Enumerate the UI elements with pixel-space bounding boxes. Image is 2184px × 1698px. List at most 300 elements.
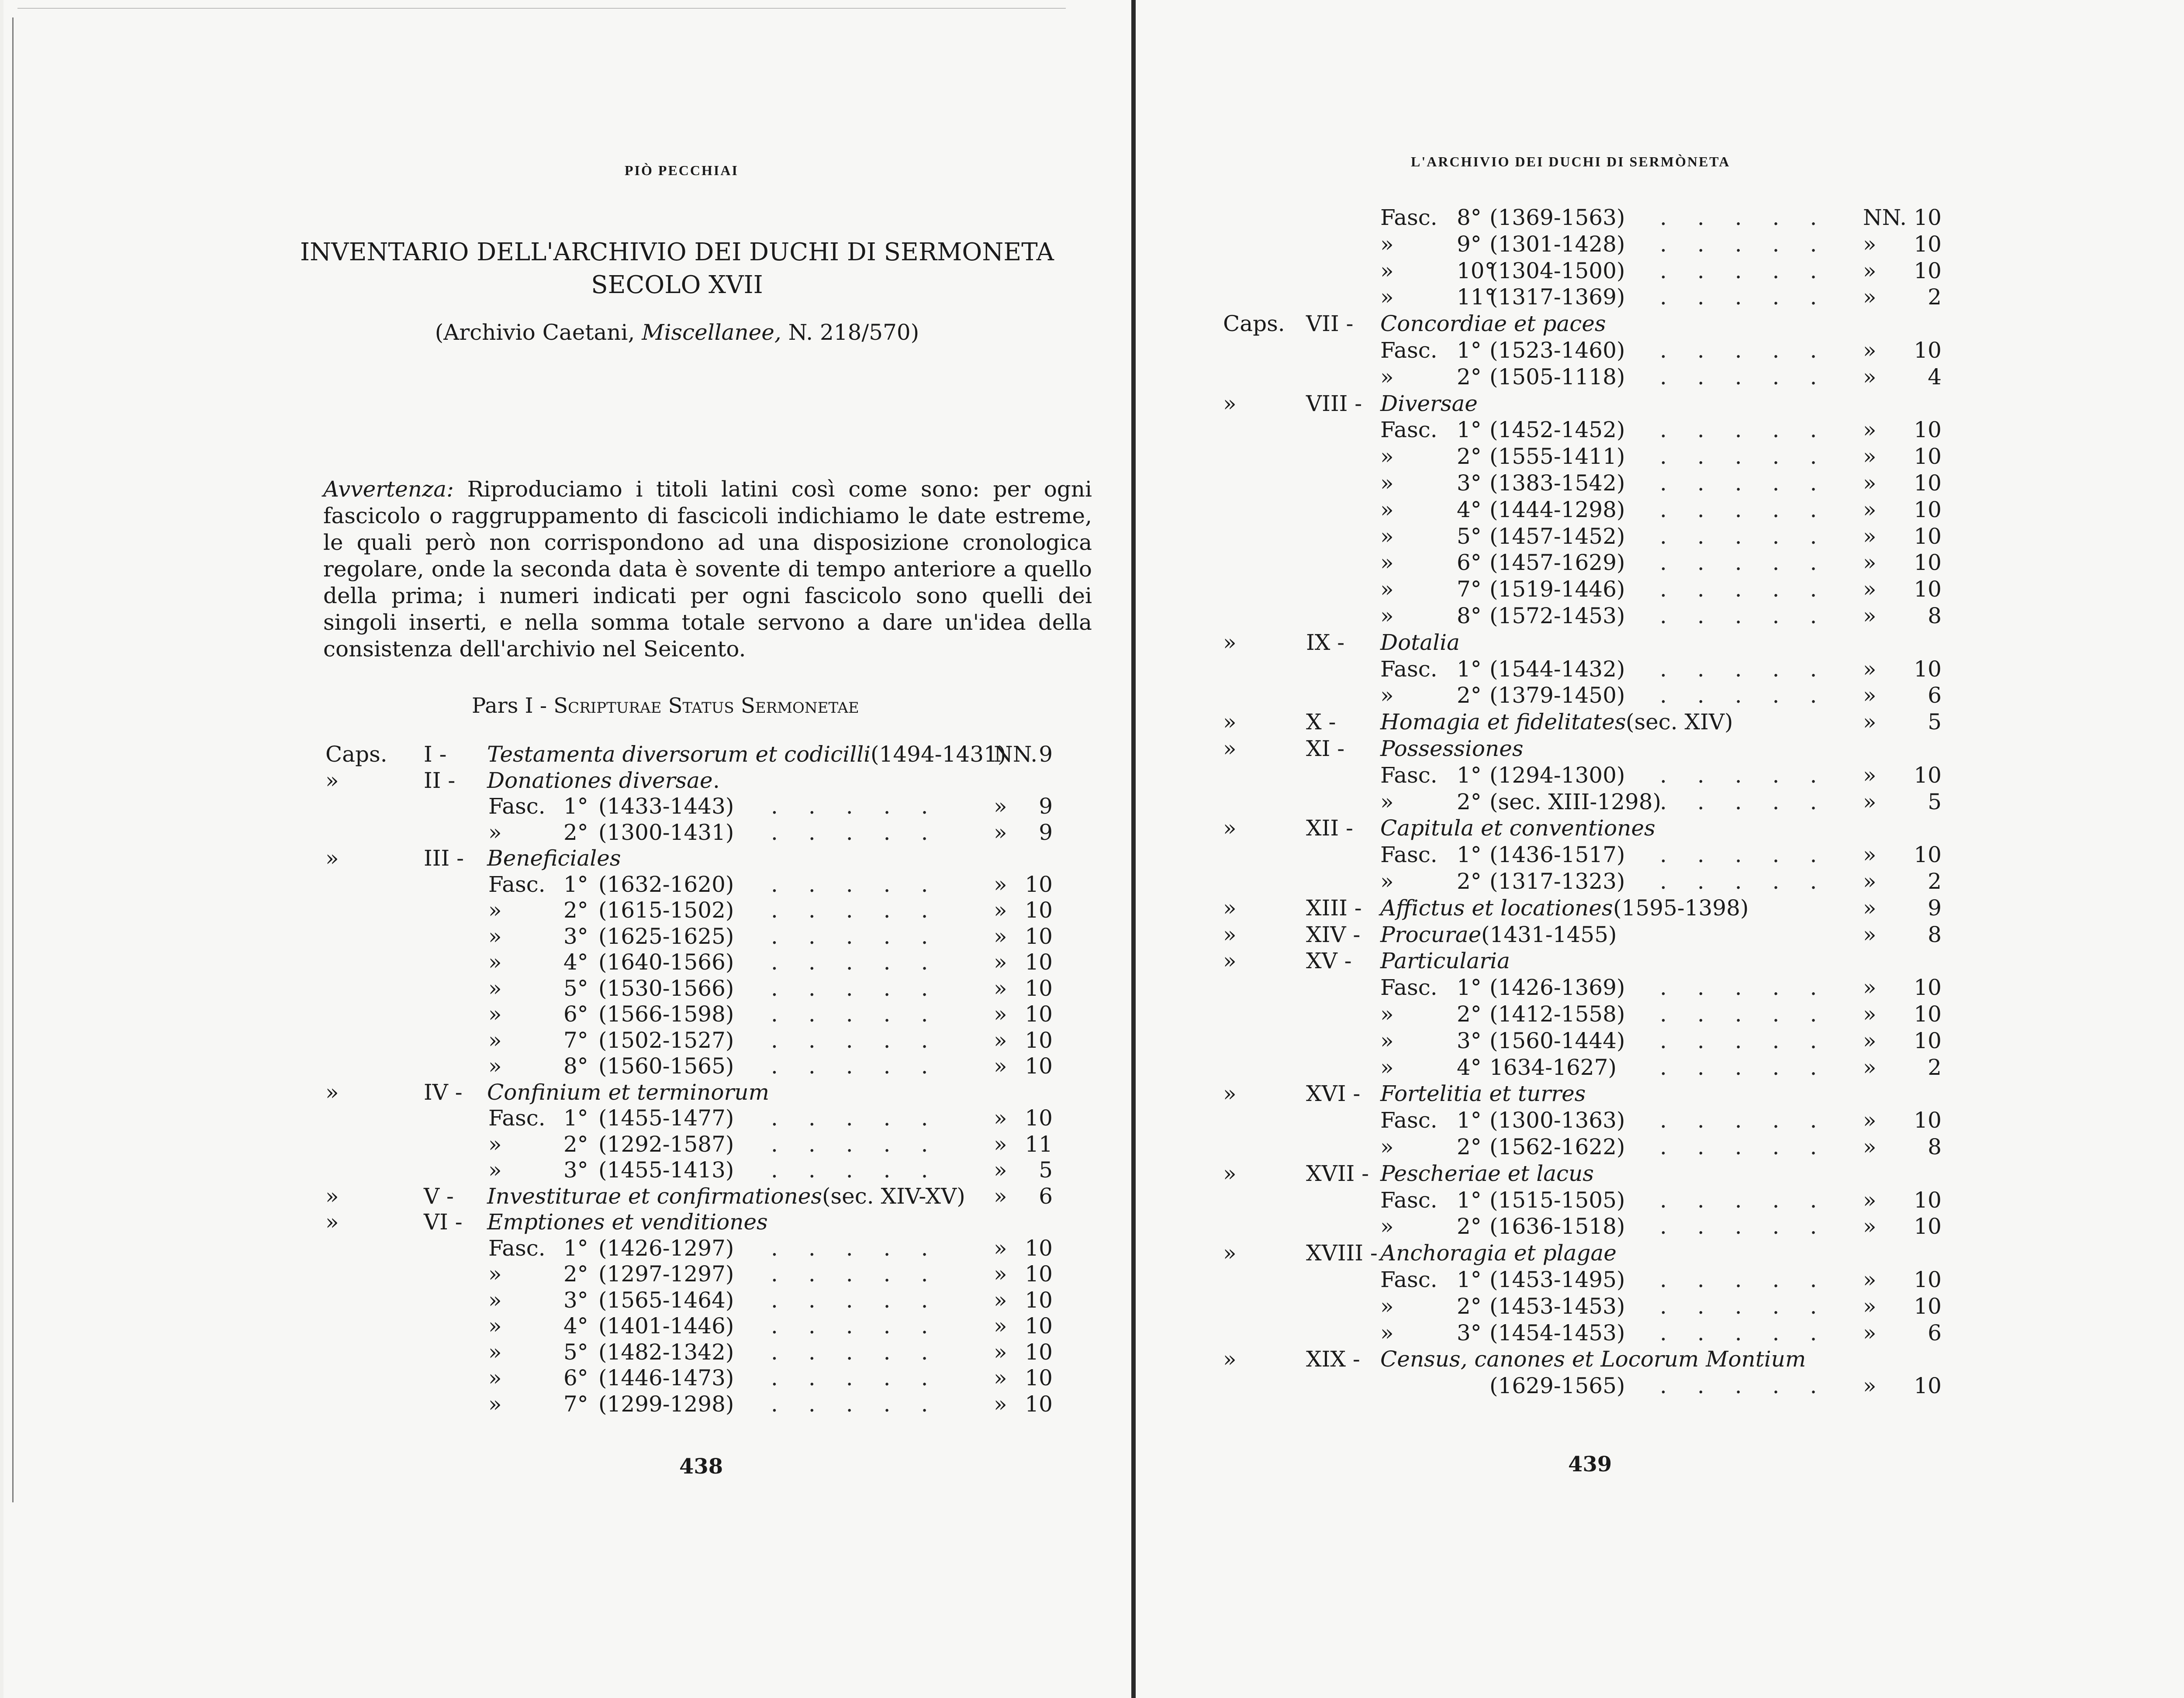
leader-dots: ..... <box>1660 1320 1848 1346</box>
fasc-ordinal: 2° <box>1457 789 1482 814</box>
count-value: 10 <box>1914 523 1942 549</box>
count-value: 10 <box>1025 1339 1053 1365</box>
leader-dots: ..... <box>1660 789 1848 814</box>
count-unit: » <box>994 1287 1007 1313</box>
fascicle-row <box>1136 603 1942 629</box>
count-unit: » <box>994 794 1007 819</box>
count-value: 6 <box>1928 1320 1942 1346</box>
fasc-label: Fasc. <box>488 871 546 897</box>
fasc-ordinal: 5° <box>563 975 588 1001</box>
capsule-row <box>1136 709 1942 735</box>
leader-dots: ..... <box>771 794 959 819</box>
fasc-ordinal: 1° <box>1457 1187 1482 1213</box>
fasc-ordinal: 2° <box>1457 444 1482 469</box>
fasc-dates: (sec. XIII-1298) <box>1489 789 1662 814</box>
leader-dots: ..... <box>771 897 959 923</box>
fasc-ordinal: 2° <box>563 1131 588 1157</box>
count-value: 10 <box>1914 550 1942 576</box>
fascicle-row <box>0 819 1053 846</box>
count-unit: » <box>1863 1214 1876 1239</box>
fasc-ordinal: 10° <box>1457 258 1496 283</box>
count-unit: NN. <box>994 742 1038 767</box>
right-page <box>1136 0 2184 1698</box>
count-value: 10 <box>1914 470 1942 496</box>
count-unit: » <box>994 1105 1007 1131</box>
capsule-row <box>1136 390 1942 417</box>
capsule-row <box>1136 311 1942 337</box>
leader-dots: ..... <box>771 1391 959 1417</box>
fasc-ordinal: 2° <box>563 1261 588 1287</box>
fascicle-row <box>1136 470 1942 496</box>
fasc-ordinal: 1° <box>563 1235 588 1261</box>
foreword-note <box>323 476 1092 663</box>
count-unit: » <box>1863 1001 1876 1027</box>
count-value: 10 <box>1025 1001 1053 1027</box>
fasc-ordinal: 1° <box>563 871 588 897</box>
fascicle-row <box>1136 1028 1942 1054</box>
leader-dots: ..... <box>1660 205 1848 230</box>
count-value: 10 <box>1914 338 1942 363</box>
fascicle-row <box>1136 1213 1942 1239</box>
book-gutter <box>1131 0 1136 1698</box>
fascicle-row <box>1136 549 1942 576</box>
count-unit: » <box>1863 1187 1876 1213</box>
document-subtitle: SECOLO XVII <box>591 271 763 299</box>
fasc-label: Fasc. <box>1380 417 1438 443</box>
fasc-label: Fasc. <box>1380 338 1438 363</box>
fascicle-row <box>1136 868 1942 894</box>
fascicle-row <box>1136 523 1942 549</box>
count-unit: » <box>1863 284 1876 310</box>
fascicle-row <box>0 923 1053 949</box>
count-value: 10 <box>1025 1053 1053 1079</box>
count-unit: » <box>994 1261 1007 1287</box>
count-unit: » <box>1863 417 1876 443</box>
count-unit: » <box>994 1157 1007 1183</box>
capsule-title: Beneficiales <box>487 846 621 871</box>
count-unit: » <box>994 1365 1007 1391</box>
fasc-ordinal: 11° <box>1457 284 1496 310</box>
capsule-row <box>0 845 1053 871</box>
fasc-dates: (1297-1297) <box>598 1261 734 1287</box>
count-value: 10 <box>1025 1105 1053 1131</box>
count-unit: » <box>1863 470 1876 496</box>
count-unit: » <box>1863 338 1876 363</box>
capsule-title: Dotalia <box>1380 629 1460 655</box>
fasc-label: Fasc. <box>488 1235 546 1261</box>
capsule-numeral: XIV - <box>1306 921 1361 947</box>
leader-dots: ..... <box>771 1105 959 1131</box>
leader-dots: ..... <box>1660 231 1848 257</box>
fascicle-row <box>1136 284 1942 310</box>
count-value: 9 <box>1039 742 1053 767</box>
count-value: 11 <box>1025 1131 1053 1157</box>
fasc-label: Fasc. <box>488 1105 546 1131</box>
fascicle-row <box>1136 1001 1942 1027</box>
count-value: 10 <box>1914 1028 1942 1053</box>
count-value: 4 <box>1928 364 1942 390</box>
count-unit: » <box>994 1391 1007 1417</box>
count-value: 10 <box>1914 1187 1942 1213</box>
fasc-dates: (1519-1446) <box>1489 576 1625 602</box>
fasc-dates: (1560-1444) <box>1489 1028 1625 1053</box>
source-post: N. 218/570) <box>781 320 919 345</box>
count-value: 10 <box>1025 1313 1053 1339</box>
fasc-label: Fasc. <box>1380 1108 1438 1133</box>
capsule-numeral: VIII - <box>1306 390 1362 416</box>
fascicle-row <box>1136 1107 1942 1133</box>
fascicle-row <box>0 1027 1053 1053</box>
fasc-ordinal: 3° <box>1457 470 1482 496</box>
count-value: 5 <box>1039 1157 1053 1183</box>
count-value: 10 <box>1914 576 1942 602</box>
fasc-dates: (1562-1622) <box>1489 1134 1625 1160</box>
leader-dots: ..... <box>1660 683 1848 708</box>
fasc-dates: (1317-1323) <box>1489 869 1625 894</box>
fasc-label: » <box>488 1027 502 1053</box>
running-head-left: PIÒ PECCHIAI <box>625 162 739 178</box>
count-unit: » <box>994 871 1007 897</box>
count-value: 8 <box>1928 921 1942 947</box>
count-value: 10 <box>1025 1235 1053 1261</box>
fasc-label: » <box>488 1053 502 1079</box>
fasc-dates: (1632-1620) <box>598 871 734 897</box>
leader-dots: ..... <box>771 1157 959 1183</box>
fasc-label: » <box>1380 869 1394 894</box>
fasc-label: » <box>488 1131 502 1157</box>
capsule-title: Particularia <box>1380 948 1510 974</box>
fascicle-row <box>0 1339 1053 1365</box>
count-value: 10 <box>1914 1001 1942 1027</box>
count-unit: » <box>994 897 1007 923</box>
fascicle-row <box>0 793 1053 819</box>
fasc-ordinal: 2° <box>1457 1001 1482 1027</box>
fasc-ordinal: 5° <box>1457 523 1482 549</box>
leader-dots: ..... <box>771 949 959 975</box>
fasc-label: Fasc. <box>1380 762 1438 788</box>
fasc-dates: (1566-1598) <box>598 1001 734 1027</box>
count-unit: » <box>1863 1108 1876 1133</box>
source-pre: (Archivio Caetani, <box>435 320 642 345</box>
capsule-title: Confinium et terminorum <box>487 1079 769 1105</box>
fascicle-row <box>0 949 1053 975</box>
capsule-row <box>1136 1346 1942 1372</box>
fasc-dates: (1299-1298) <box>598 1391 734 1417</box>
count-value: 9 <box>1928 895 1942 921</box>
count-value: 10 <box>1914 417 1942 443</box>
fasc-ordinal: 2° <box>1457 364 1482 390</box>
count-unit: » <box>1863 258 1876 283</box>
capsule-dates: . <box>713 767 720 793</box>
fascicle-row <box>1136 443 1942 469</box>
caps-label: » <box>1223 815 1237 841</box>
leader-dots: ..... <box>1660 1108 1848 1133</box>
fasc-dates: (1629-1565) <box>1489 1373 1625 1399</box>
count-unit: » <box>994 1313 1007 1339</box>
fasc-ordinal: 9° <box>1457 231 1482 257</box>
fasc-label: Fasc. <box>1380 1187 1438 1213</box>
caps-label: » <box>1223 1346 1237 1372</box>
fascicle-row <box>1136 364 1942 390</box>
caps-label: » <box>1223 390 1237 416</box>
capsule-numeral: XVII - <box>1306 1160 1369 1186</box>
count-value: 9 <box>1039 819 1053 845</box>
count-unit: » <box>994 1053 1007 1079</box>
fasc-ordinal: 1° <box>1457 762 1482 788</box>
fasc-ordinal: 2° <box>1457 1134 1482 1160</box>
fasc-label: » <box>1380 497 1394 522</box>
page-number-left: 438 <box>679 1454 723 1479</box>
leader-dots: ..... <box>1660 576 1848 602</box>
capsule-row <box>1136 1160 1942 1187</box>
fasc-ordinal: 2° <box>563 897 588 923</box>
count-unit: » <box>1863 975 1876 1001</box>
capsule-title: Diversae <box>1380 390 1478 416</box>
count-unit: » <box>994 949 1007 975</box>
fasc-dates: (1453-1495) <box>1489 1267 1625 1292</box>
fasc-dates: (1523-1460) <box>1489 338 1625 363</box>
fasc-label: » <box>1380 1001 1394 1027</box>
leader-dots: ..... <box>771 871 959 897</box>
fasc-label: » <box>488 1313 502 1339</box>
capsule-title: Capitula et conventiones <box>1380 815 1655 841</box>
fasc-dates: (1482-1342) <box>598 1339 734 1365</box>
capsule-row <box>1136 1080 1942 1107</box>
fasc-label: » <box>1380 683 1394 708</box>
capsule-numeral: II - <box>424 767 456 793</box>
capsule-title: Anchoragia et plagae <box>1380 1240 1617 1266</box>
count-value: 5 <box>1928 709 1942 735</box>
fasc-dates: (1426-1297) <box>598 1235 734 1261</box>
fascicle-row <box>0 1131 1053 1157</box>
caps-label: » <box>1223 948 1237 974</box>
count-value: 2 <box>1928 284 1942 310</box>
count-value: 8 <box>1928 1134 1942 1160</box>
count-unit: » <box>1863 683 1876 708</box>
fasc-dates: (1565-1464) <box>598 1287 734 1313</box>
section-pre: Pars I - <box>472 694 554 718</box>
capsule-title: Fortelitia et turres <box>1380 1081 1586 1107</box>
fasc-label: » <box>1380 284 1394 310</box>
leader-dots: ..... <box>1660 284 1848 310</box>
count-unit: » <box>1863 1320 1876 1346</box>
fascicle-row <box>0 1105 1053 1131</box>
fasc-label: » <box>1380 470 1394 496</box>
caps-label: » <box>1223 629 1237 655</box>
capsule-row <box>1136 815 1942 841</box>
fasc-dates: (1294-1300) <box>1489 762 1625 788</box>
section-heading <box>472 694 859 718</box>
fasc-dates: (1433-1443) <box>598 794 734 819</box>
caps-label: » <box>1223 1081 1237 1107</box>
fascicle-row <box>1136 1187 1942 1213</box>
fasc-ordinal: 7° <box>1457 576 1482 602</box>
fasc-label: Fasc. <box>1380 975 1438 1001</box>
source-reference <box>262 320 1092 345</box>
fasc-ordinal: 8° <box>1457 603 1482 628</box>
fasc-ordinal: 1° <box>1457 975 1482 1001</box>
fasc-label: Fasc. <box>1380 842 1438 868</box>
leader-dots: ..... <box>1660 869 1848 894</box>
fasc-label: » <box>488 1157 502 1183</box>
fasc-dates: (1452-1452) <box>1489 417 1625 443</box>
capsule-numeral: IV - <box>424 1079 463 1105</box>
fascicle-row <box>1136 1373 1942 1399</box>
leader-dots: ..... <box>771 1261 959 1287</box>
count-value: 6 <box>1039 1183 1053 1209</box>
count-value: 10 <box>1914 444 1942 469</box>
leader-dots: ..... <box>1660 656 1848 682</box>
fasc-ordinal: 2° <box>1457 1214 1482 1239</box>
count-unit: » <box>1863 231 1876 257</box>
fasc-label: » <box>1380 258 1394 283</box>
fasc-label: » <box>488 1339 502 1365</box>
count-value: 10 <box>1025 1261 1053 1287</box>
capsule-title: Affictus et locationes <box>1380 895 1613 921</box>
leader-dots: ..... <box>1660 1267 1848 1292</box>
caps-label: » <box>325 1209 339 1235</box>
fascicle-row <box>1136 682 1942 708</box>
fascicle-row <box>0 1053 1053 1079</box>
count-unit: » <box>1863 656 1876 682</box>
caps-label: » <box>1223 1240 1237 1266</box>
page-number-right: 439 <box>1568 1452 1612 1477</box>
fasc-ordinal: 7° <box>563 1027 588 1053</box>
document-title: INVENTARIO DELL'ARCHIVIO DEI DUCHI DI SERMONETA <box>300 238 1054 266</box>
count-unit: » <box>994 819 1007 845</box>
capsule-title: Pescheriae et lacus <box>1380 1160 1594 1186</box>
capsule-numeral: XIX - <box>1306 1346 1360 1372</box>
fasc-label: » <box>1380 523 1394 549</box>
fasc-dates: (1505-1118) <box>1489 364 1625 390</box>
fascicle-row <box>1136 231 1942 257</box>
leader-dots: ..... <box>1660 497 1848 522</box>
count-unit: » <box>994 1235 1007 1261</box>
fasc-ordinal: 1° <box>1457 338 1482 363</box>
capsule-title: Possessiones <box>1380 736 1524 761</box>
fasc-ordinal: 1° <box>563 794 588 819</box>
fascicle-row <box>1136 204 1942 231</box>
fasc-label: » <box>488 949 502 975</box>
fasc-dates: (1636-1518) <box>1489 1214 1625 1239</box>
count-unit: » <box>1863 1373 1876 1399</box>
fasc-ordinal: 1° <box>1457 1108 1482 1133</box>
leader-dots: ..... <box>1660 258 1848 283</box>
fasc-dates: (1436-1517) <box>1489 842 1625 868</box>
fascicle-row <box>0 1365 1053 1391</box>
count-value: 10 <box>1025 975 1053 1001</box>
count-unit: » <box>1863 550 1876 576</box>
fasc-ordinal: 1° <box>1457 656 1482 682</box>
fasc-ordinal: 2° <box>1457 1293 1482 1319</box>
count-value: 2 <box>1928 869 1942 894</box>
count-unit: » <box>1863 709 1876 735</box>
note-text: Riproduciamo i titoli latini così come sono: per ogni fascicolo o raggruppamento di fascicoli indichiamo le date estreme, le quali però non corrispondono ad una disposizione cronologica regolare, onde la seconda data è sovente di tempo anteriore a quello della prima; i numeri indicati per ogni fascicolo sono quelli dei singoli inserti, e nella somma totale servono a dare un'idea della consistenza dell'archivio nel Seicento. <box>323 476 1092 662</box>
leader-dots: ..... <box>1660 417 1848 443</box>
fasc-label: » <box>488 923 502 949</box>
fasc-label: » <box>488 1365 502 1391</box>
fasc-dates: (1455-1413) <box>598 1157 734 1183</box>
leader-dots: ..... <box>771 1313 959 1339</box>
count-unit: » <box>1863 576 1876 602</box>
count-unit: NN. <box>1863 205 1907 230</box>
leader-dots: ..... <box>1660 550 1848 576</box>
fasc-ordinal: 1° <box>1457 842 1482 868</box>
count-value: 8 <box>1928 603 1942 628</box>
capsule-numeral: XV - <box>1306 948 1352 974</box>
fasc-dates: (1369-1563) <box>1489 205 1625 230</box>
fasc-dates: (1502-1527) <box>598 1027 734 1053</box>
fasc-label: » <box>1380 1214 1394 1239</box>
leader-dots: ..... <box>1660 444 1848 469</box>
leader-dots: ..... <box>1660 1373 1848 1399</box>
fasc-ordinal: 6° <box>563 1001 588 1027</box>
fasc-label: » <box>1380 1054 1394 1080</box>
fascicle-row <box>1136 789 1942 815</box>
count-unit: » <box>1863 1054 1876 1080</box>
count-unit: » <box>1863 1134 1876 1160</box>
fasc-label: » <box>1380 1293 1394 1319</box>
fascicle-row <box>0 1001 1053 1027</box>
count-value: 10 <box>1025 871 1053 897</box>
fascicle-row <box>0 871 1053 897</box>
fasc-ordinal: 6° <box>1457 550 1482 576</box>
fascicle-row <box>1136 337 1942 363</box>
caps-label: » <box>325 1183 339 1209</box>
capsule-numeral: XVI - <box>1306 1081 1361 1107</box>
count-unit: » <box>994 1183 1007 1209</box>
leader-dots: ..... <box>1660 1214 1848 1239</box>
caps-label: Caps. <box>325 742 387 767</box>
caps-label: » <box>325 1079 339 1105</box>
fasc-dates: (1301-1428) <box>1489 231 1625 257</box>
capsule-numeral: X - <box>1306 709 1336 735</box>
count-value: 10 <box>1025 1027 1053 1053</box>
count-value: 10 <box>1914 497 1942 522</box>
capsule-row <box>0 1079 1053 1105</box>
capsule-numeral: V - <box>424 1183 454 1209</box>
count-unit: » <box>1863 895 1876 921</box>
capsule-numeral: VII - <box>1306 311 1354 337</box>
leader-dots: ..... <box>771 1287 959 1313</box>
section-title: Scripturae Status Sermonetae <box>553 694 859 718</box>
capsule-title: Emptiones et venditiones <box>487 1209 768 1235</box>
fasc-ordinal: 1° <box>1457 417 1482 443</box>
caps-label: Caps. <box>1223 311 1285 337</box>
fasc-dates: (1453-1453) <box>1489 1293 1625 1319</box>
leader-dots: ..... <box>1660 1054 1848 1080</box>
capsule-row <box>0 1209 1053 1235</box>
caps-label: » <box>1223 1160 1237 1186</box>
fasc-dates: (1530-1566) <box>598 975 734 1001</box>
fasc-ordinal: 3° <box>1457 1028 1482 1053</box>
fasc-ordinal: 8° <box>563 1053 588 1079</box>
count-value: 10 <box>1914 1267 1942 1292</box>
capsule-row <box>0 1183 1053 1209</box>
fascicle-row <box>0 1235 1053 1261</box>
fasc-dates: (1292-1587) <box>598 1131 734 1157</box>
capsule-title: Testamenta diversorum et codicilli <box>487 742 871 767</box>
fascicle-row <box>1136 974 1942 1001</box>
fasc-dates: (1383-1542) <box>1489 470 1625 496</box>
count-unit: » <box>1863 444 1876 469</box>
fasc-dates: (1401-1446) <box>598 1313 734 1339</box>
fasc-dates: (1412-1558) <box>1489 1001 1625 1027</box>
leader-dots: ..... <box>1660 338 1848 363</box>
leader-dots: ..... <box>771 1027 959 1053</box>
count-value: 10 <box>1025 897 1053 923</box>
fasc-label: » <box>488 1001 502 1027</box>
